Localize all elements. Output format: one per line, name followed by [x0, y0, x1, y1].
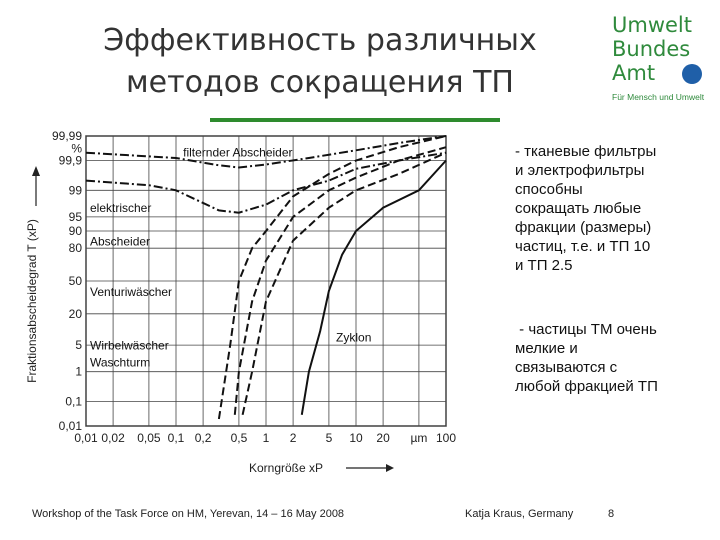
bullet-fabric-filters — [515, 142, 715, 275]
bullet1-line: способны — [515, 181, 583, 198]
x-tick-label: 0,05 — [137, 431, 161, 445]
bullet2-line: любой фракцией ТП — [515, 378, 658, 395]
bullet2-line: - частицы ТМ очень — [515, 321, 657, 338]
x-tick-label: µm — [410, 431, 428, 445]
curve-annotation: Waschturm — [90, 355, 151, 370]
bullet1-line: - тканевые фильтры — [515, 143, 657, 160]
x-tick-label: 0,01 — [74, 431, 98, 445]
chart-svg — [22, 124, 457, 494]
bullet2-line: связываются с — [515, 359, 618, 376]
title-line-2: методов сокращения ТП — [126, 65, 514, 100]
y-axis-arrowhead — [32, 166, 40, 176]
x-tick-label: 20 — [376, 431, 390, 445]
x-tick-label: 100 — [435, 431, 457, 445]
logo-word-amt: Amt — [612, 61, 656, 85]
x-tick-label: 5 — [325, 431, 333, 445]
title-underline — [210, 118, 500, 122]
x-tick-label: 10 — [349, 431, 363, 445]
bullet2-line: мелкие и — [515, 340, 578, 357]
y-tick-label: 99,99 — [51, 129, 82, 143]
logo-tagline: Für Mensch und Umwelt — [612, 92, 705, 102]
curve-annotation: Zyklon — [336, 330, 372, 345]
x-axis-label: Korngröße xP — [248, 461, 324, 475]
curve-annotation: Abscheider — [90, 234, 151, 249]
footer-event: Workshop of the Task Force on HM, Yerevan, 14 – 16 May 2008 — [32, 508, 345, 520]
footer-page-number: 8 — [608, 508, 615, 520]
uba-logo — [612, 14, 712, 114]
logo-word-bundes: Bundes — [612, 37, 691, 61]
y-tick-label: 99,9 — [58, 153, 82, 168]
logo-word-umwelt: Umwelt — [612, 13, 692, 37]
curve-annotation: Wirbelwäscher — [90, 338, 169, 353]
bullet1-line: и электрофильтры — [515, 162, 645, 179]
x-tick-label: 0,02 — [101, 431, 125, 445]
bullet1-line: частиц, т.е. и ТП 10 — [515, 238, 651, 255]
y-tick-label: 1 — [75, 364, 82, 379]
bullet1-line: сокращать любые — [515, 200, 642, 217]
title-line-1: Эффективность различных — [103, 23, 537, 58]
x-tick-label: 0,5 — [230, 431, 248, 445]
y-tick-label: 0,01 — [58, 419, 82, 433]
x-tick-label: 2 — [289, 431, 297, 445]
y-tick-label: 50 — [68, 274, 82, 288]
bullet1-line: и ТП 2.5 — [515, 257, 573, 274]
series-line — [302, 161, 446, 415]
un-globe-icon — [682, 64, 702, 84]
x-tick-label: 0,2 — [194, 431, 212, 445]
y-tick-label: % — [71, 141, 82, 156]
y-tick-label: 5 — [75, 338, 82, 353]
footer-author: Katja Kraus, Germany — [465, 508, 574, 520]
y-axis-label: Fraktionsabscheidegrad T (xP) — [25, 219, 39, 383]
bullet-heavy-metals — [515, 320, 715, 396]
x-axis-arrowhead — [386, 464, 394, 472]
curve-annotation: Venturiwäscher — [90, 285, 173, 300]
y-tick-label: 20 — [68, 306, 82, 321]
x-tick-label: 0,1 — [167, 431, 185, 445]
curve-annotation: filternder Abscheider — [183, 145, 293, 160]
y-tick-label: 95 — [68, 209, 82, 224]
curve-annotation: elektrischer — [90, 200, 152, 215]
slide-title — [70, 20, 570, 104]
efficiency-chart — [22, 124, 457, 494]
y-tick-label: 90 — [68, 224, 82, 239]
y-tick-label: 0,1 — [65, 394, 82, 409]
x-tick-label: 1 — [262, 431, 270, 445]
y-tick-label: 80 — [68, 241, 82, 256]
y-tick-label: 99 — [68, 183, 82, 198]
bullet1-line: фракции (размеры) — [515, 219, 652, 236]
